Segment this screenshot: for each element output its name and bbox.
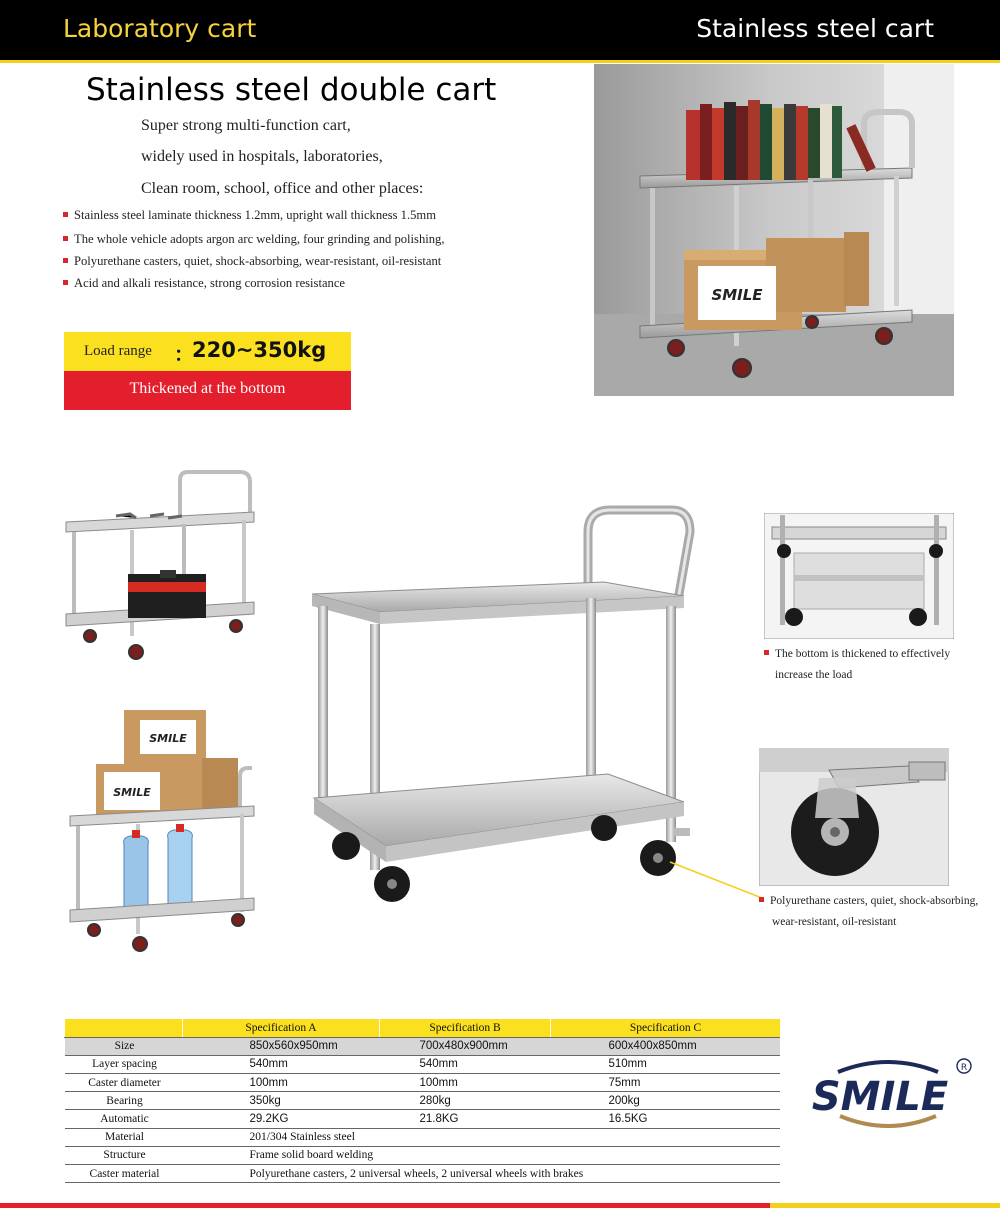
table-cell: Layer spacing	[65, 1055, 183, 1073]
bottom-note-line: increase the load	[775, 669, 853, 681]
cart-with-books-photo	[594, 64, 954, 396]
box-logo-text: SMILE	[149, 732, 187, 745]
caster-note-line: Polyurethane casters, quiet, shock-absorbing,	[770, 895, 979, 907]
table-cell	[551, 1128, 781, 1146]
load-range-banner	[64, 332, 351, 371]
bullet-icon	[63, 212, 68, 217]
table-header-cell: Specification A	[183, 1019, 380, 1037]
thickened-text: Thickened at the bottom	[129, 380, 286, 397]
table-cell: 510mm	[551, 1055, 781, 1073]
load-range-value: 220~350kg	[192, 338, 327, 362]
caster-closeup-photo	[759, 748, 949, 886]
header-left-title: Laboratory cart	[63, 14, 257, 43]
table-row	[65, 1092, 781, 1110]
bullet-icon	[764, 650, 769, 655]
table-cell: 100mm	[380, 1074, 551, 1092]
table-cell: Structure	[65, 1146, 183, 1164]
table-cell: Polyurethane casters, 2 universal wheels, 2 universal wheels with brakes	[183, 1165, 781, 1183]
table-cell: Automatic	[65, 1110, 183, 1128]
feature-item	[63, 276, 345, 291]
product-title: Stainless steel double cart	[86, 72, 497, 108]
table-row	[65, 1128, 781, 1146]
table-cell: 540mm	[380, 1055, 551, 1073]
feature-text: Polyurethane casters, quiet, shock-absorbing, wear-resistant, oil-resistant	[74, 254, 442, 268]
feature-item	[63, 232, 445, 247]
table-cell: 600x400x850mm	[551, 1037, 781, 1055]
cart-with-water-bottles-photo	[64, 706, 260, 954]
feature-text: Acid and alkali resistance, strong corrosion resistance	[74, 276, 346, 290]
feature-item	[63, 208, 436, 223]
spec-table	[64, 1019, 780, 1183]
table-row	[65, 1055, 781, 1073]
feature-item	[63, 254, 441, 269]
table-cell: 280kg	[380, 1092, 551, 1110]
table-cell: Material	[65, 1128, 183, 1146]
table-cell: 201/304 Stainless steel	[183, 1128, 380, 1146]
header-right-title: Stainless steel cart	[696, 14, 934, 43]
feature-text: The whole vehicle adopts argon arc welding, four grinding and polishing,	[74, 232, 445, 246]
registered-mark: R	[960, 1063, 968, 1073]
table-row	[65, 1165, 781, 1183]
header-divider	[0, 60, 1000, 63]
table-cell: Frame solid board welding	[183, 1146, 781, 1164]
box-logo-text: SMILE	[711, 286, 763, 304]
table-cell: Size	[65, 1037, 183, 1055]
table-cell: Bearing	[65, 1092, 183, 1110]
table-row	[65, 1074, 781, 1092]
table-header-cell	[65, 1019, 183, 1037]
caster-note-line: wear-resistant, oil-resistant	[772, 916, 897, 928]
table-cell: 29.2KG	[183, 1110, 380, 1128]
table-cell: 16.5KG	[551, 1110, 781, 1128]
footer-red-line	[0, 1203, 770, 1208]
bullet-icon	[63, 280, 68, 285]
main-cart-photo	[308, 502, 700, 908]
smile-logo	[798, 1052, 976, 1138]
header-bar	[0, 0, 1000, 60]
thickened-banner	[64, 371, 351, 410]
table-cell: 850x560x950mm	[183, 1037, 380, 1055]
table-header-cell: Specification C	[551, 1019, 781, 1037]
table-cell: 540mm	[183, 1055, 380, 1073]
intro-line: Super strong multi-function cart,	[141, 117, 351, 134]
bottom-note	[764, 644, 950, 665]
table-cell: 100mm	[183, 1074, 380, 1092]
table-cell: 200kg	[551, 1092, 781, 1110]
table-cell: Caster material	[65, 1165, 183, 1183]
table-cell: 350kg	[183, 1092, 380, 1110]
table-row	[65, 1146, 781, 1164]
cart-bottom-view-photo	[764, 513, 954, 639]
box-logo-text: SMILE	[113, 786, 151, 799]
table-cell: 700x480x900mm	[380, 1037, 551, 1055]
table-cell: 21.8KG	[380, 1110, 551, 1128]
bullet-icon	[63, 258, 68, 263]
table-cell	[380, 1128, 551, 1146]
load-range-label: Load range	[84, 343, 152, 359]
table-cell: 75mm	[551, 1074, 781, 1092]
table-header-row	[65, 1019, 781, 1037]
pointer-line	[668, 860, 768, 904]
table-cell: Caster diameter	[65, 1074, 183, 1092]
bullet-icon	[63, 236, 68, 241]
bullet-icon	[759, 897, 764, 902]
caster-note	[759, 891, 978, 912]
cart-with-toolbox-photo	[64, 466, 256, 662]
table-header-cell: Specification B	[380, 1019, 551, 1037]
load-range-colon: ：	[174, 342, 194, 366]
intro-line: Clean room, school, office and other places:	[141, 180, 424, 197]
feature-text: Stainless steel laminate thickness 1.2mm, upright wall thickness 1.5mm	[74, 208, 437, 222]
intro-line: widely used in hospitals, laboratories,	[141, 148, 383, 165]
table-row	[65, 1110, 781, 1128]
bottom-note-line: The bottom is thickened to effectively	[775, 648, 951, 660]
table-row	[65, 1037, 781, 1055]
logo-text: SMILE	[811, 1074, 949, 1120]
